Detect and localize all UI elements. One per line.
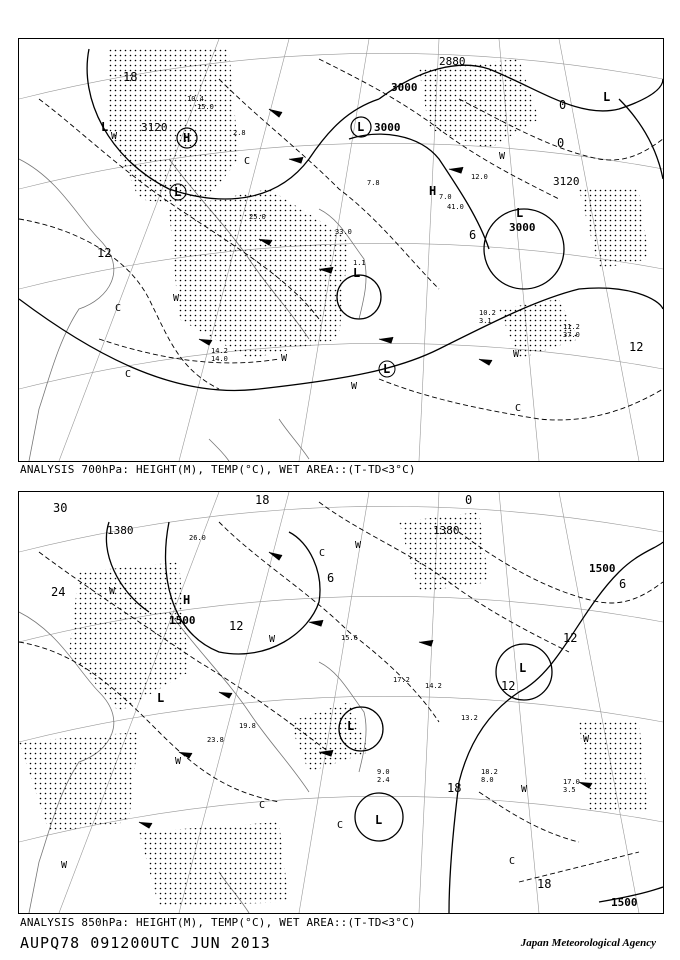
- high-center: H: [183, 131, 191, 145]
- isotherm-label: 12: [97, 246, 112, 260]
- station-value: 41.0: [447, 203, 464, 211]
- cold-mark: C: [244, 156, 251, 167]
- station-value: 26.0: [189, 534, 206, 542]
- low-center: L: [516, 206, 524, 220]
- chart-700hpa: [18, 38, 664, 462]
- map-700hpa: [19, 39, 663, 461]
- contour-label: 3000: [391, 81, 418, 94]
- contour-label: 3000: [374, 121, 401, 134]
- contour-label: 3000: [509, 221, 536, 234]
- warm-mark: W: [175, 756, 182, 767]
- isotherm-label: 6: [619, 577, 627, 591]
- warm-mark: W: [269, 634, 276, 645]
- contour-label: 1380: [107, 524, 134, 537]
- station-value: 10.4: [187, 95, 204, 103]
- contour-label: 1500: [169, 614, 196, 627]
- station-value: 17.2: [393, 676, 410, 684]
- low-center: L: [157, 691, 165, 705]
- isotherm-label: 18: [255, 493, 270, 507]
- cold-mark: C: [337, 820, 344, 831]
- station-value: 17.0: [563, 778, 580, 786]
- cold-mark: C: [125, 369, 132, 380]
- high-center: H: [429, 184, 437, 198]
- station-value: 14.2: [211, 347, 228, 355]
- warm-mark: W: [173, 293, 180, 304]
- caption-850hpa: ANALYSIS 850hPa: HEIGHT(M), TEMP(°C), WET AREA::(T-TD<3°C): [20, 916, 416, 929]
- warm-mark: W: [499, 151, 506, 162]
- low-center: L: [603, 90, 611, 104]
- contour-label: 1500: [589, 562, 616, 575]
- contour-label: 2880: [439, 55, 466, 68]
- warm-mark: W: [583, 734, 590, 745]
- low-center: L: [353, 266, 361, 280]
- station-value: 2.8: [233, 129, 246, 137]
- isotherm-label: 18: [537, 877, 552, 891]
- station-value: 7.8: [367, 179, 380, 187]
- contour-label: 3120: [141, 121, 168, 134]
- station-value: 12.0: [471, 173, 488, 181]
- warm-mark: W: [281, 353, 288, 364]
- isotherm-label: 18: [123, 70, 138, 84]
- cold-mark: C: [509, 856, 516, 867]
- station-value: 15.0: [197, 103, 214, 111]
- station-value: 3.1: [479, 317, 492, 325]
- station-value: 2.4: [377, 776, 390, 784]
- isotherm-label: 30: [53, 501, 68, 515]
- isotherm-label: 24: [51, 585, 66, 599]
- station-value: 3.5: [563, 786, 576, 794]
- station-value: 7.0: [439, 193, 452, 201]
- station-value: 11.2: [563, 323, 580, 331]
- isotherm-label: 12: [629, 340, 644, 354]
- station-value: 19.8: [239, 722, 256, 730]
- station-value: 23.8: [207, 736, 224, 744]
- station-value: 14.0: [211, 355, 228, 363]
- low-center: L: [357, 120, 365, 134]
- isotherm-label: 12: [501, 679, 516, 693]
- cold-mark: C: [115, 303, 122, 314]
- station-value: 8.0: [481, 776, 494, 784]
- agency-name: Japan Meteorological Agency: [520, 937, 656, 949]
- cold-mark: C: [515, 403, 522, 414]
- chart-850hpa: [18, 491, 664, 914]
- cold-mark: C: [259, 800, 266, 811]
- warm-mark: W: [513, 349, 520, 360]
- contour-label: 3120: [553, 175, 580, 188]
- isotherm-label: 0: [465, 493, 473, 507]
- low-center: L: [174, 185, 182, 199]
- warm-mark: W: [61, 860, 68, 871]
- contour-label: 1380: [433, 524, 460, 537]
- low-center: L: [375, 813, 383, 827]
- caption-700hpa: ANALYSIS 700hPa: HEIGHT(M), TEMP(°C), WET AREA::(T-TD<3°C): [20, 463, 416, 476]
- station-value: 9.0: [377, 768, 390, 776]
- warm-mark: W: [355, 540, 362, 551]
- station-value: 10.2: [479, 309, 496, 317]
- contour-label: 1500: [611, 896, 638, 909]
- station-value: 33.0: [335, 228, 352, 236]
- low-center: L: [347, 719, 355, 733]
- station-value: 37.0: [563, 331, 580, 339]
- isotherm-label: 12: [563, 631, 578, 645]
- low-center: L: [519, 661, 527, 675]
- low-center: L: [101, 120, 109, 134]
- cold-mark: C: [319, 548, 326, 559]
- isotherm-label: 6: [327, 571, 335, 585]
- bulletin-code: AUPQ78 091200UTC JUN 2013: [20, 934, 271, 952]
- station-value: 13.2: [461, 714, 478, 722]
- low-center: L: [383, 362, 391, 376]
- station-value: 25.0: [249, 213, 266, 221]
- warm-mark: W: [111, 131, 118, 142]
- isotherm-label: 6: [469, 228, 477, 242]
- isotherm-label: 12: [229, 619, 244, 633]
- station-value: 1.1: [353, 259, 366, 267]
- warm-mark: W: [521, 784, 528, 795]
- map-850hpa: [19, 492, 663, 913]
- station-value: 15.6: [341, 634, 358, 642]
- station-value: 18.2: [481, 768, 498, 776]
- isotherm-label: 0: [557, 136, 565, 150]
- warm-mark: W: [109, 586, 116, 597]
- station-value: 14.2: [425, 682, 442, 690]
- isotherm-label: 0: [559, 98, 567, 112]
- isotherm-label: 18: [447, 781, 462, 795]
- warm-mark: W: [351, 381, 358, 392]
- high-center: H: [183, 593, 191, 607]
